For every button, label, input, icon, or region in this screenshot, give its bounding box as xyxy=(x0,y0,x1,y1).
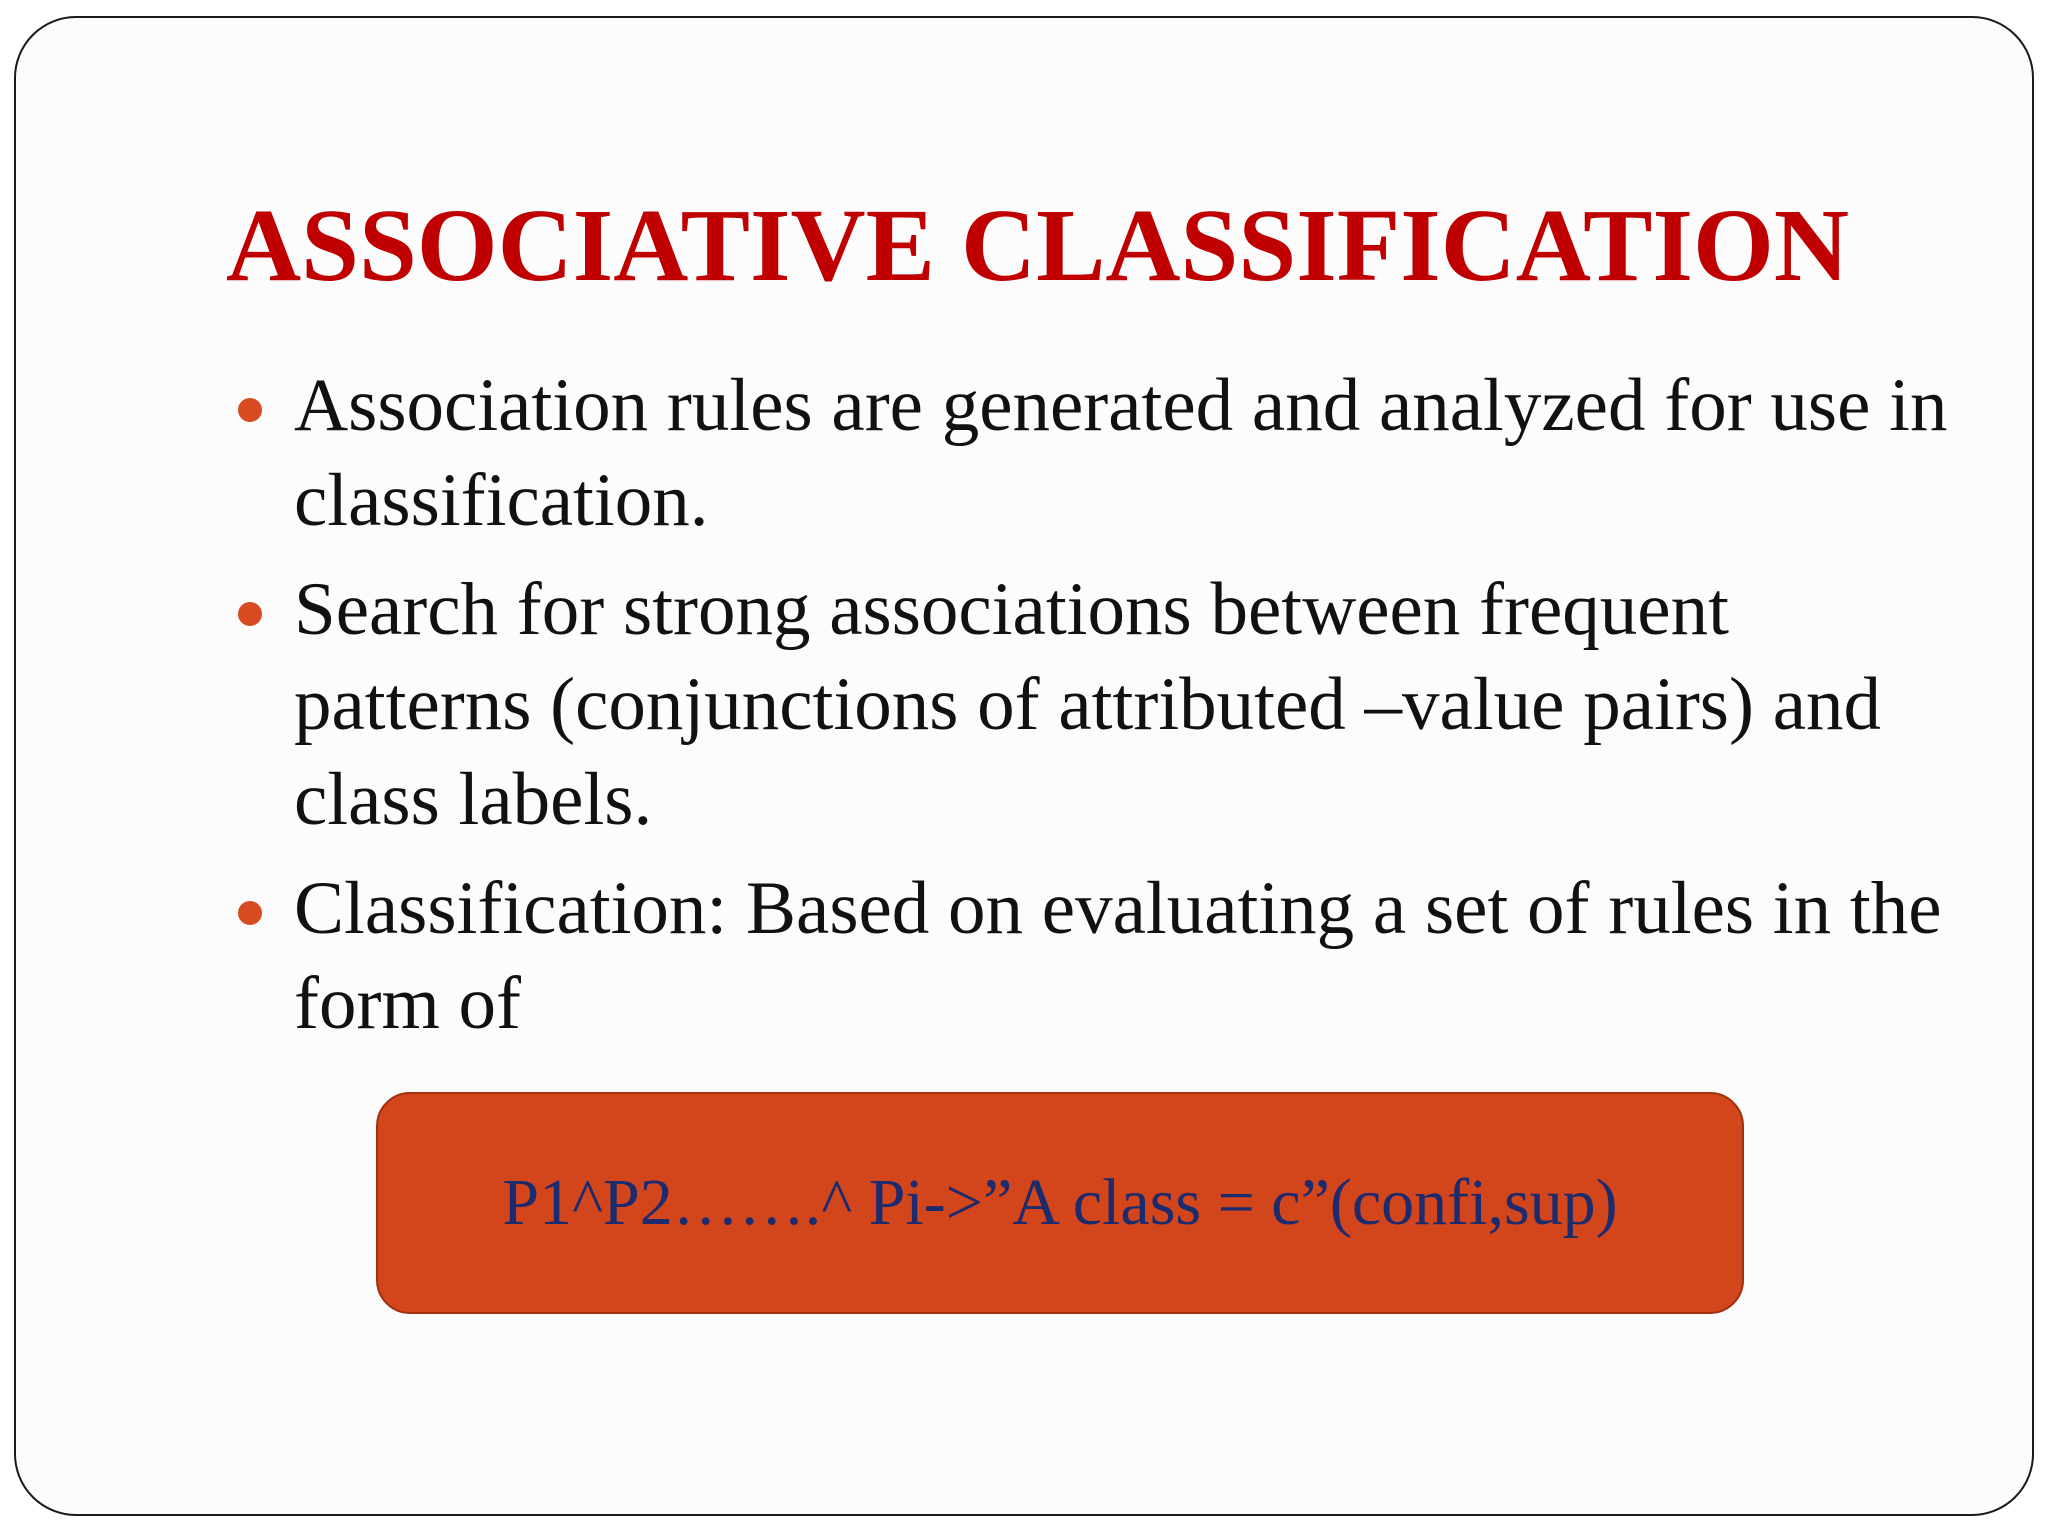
formula-text: P1^P2…….^ Pi->”A class = c”(confi,sup) xyxy=(502,1166,1618,1239)
slide-title: ASSOCIATIVE CLASSIFICATION xyxy=(226,188,1850,303)
formula-box xyxy=(376,1092,1744,1314)
bullet-list xyxy=(232,358,1972,1065)
slide xyxy=(14,16,2034,1516)
bullet-item xyxy=(232,562,1972,847)
bullet-marker-icon xyxy=(238,901,262,925)
bullet-item xyxy=(232,861,1972,1051)
bullet-marker-icon xyxy=(238,398,262,422)
bullet-marker-icon xyxy=(238,602,262,626)
bullet-text: Association rules are generated and analyzed for use in classification. xyxy=(294,364,1948,542)
bullet-text: Search for strong associations between frequent patterns (conjunctions of attributed –value pairs) and class labels. xyxy=(294,568,1882,841)
bullet-text: Classification: Based on evaluating a set of rules in the form of xyxy=(294,867,1942,1045)
bullet-item xyxy=(232,358,1972,548)
